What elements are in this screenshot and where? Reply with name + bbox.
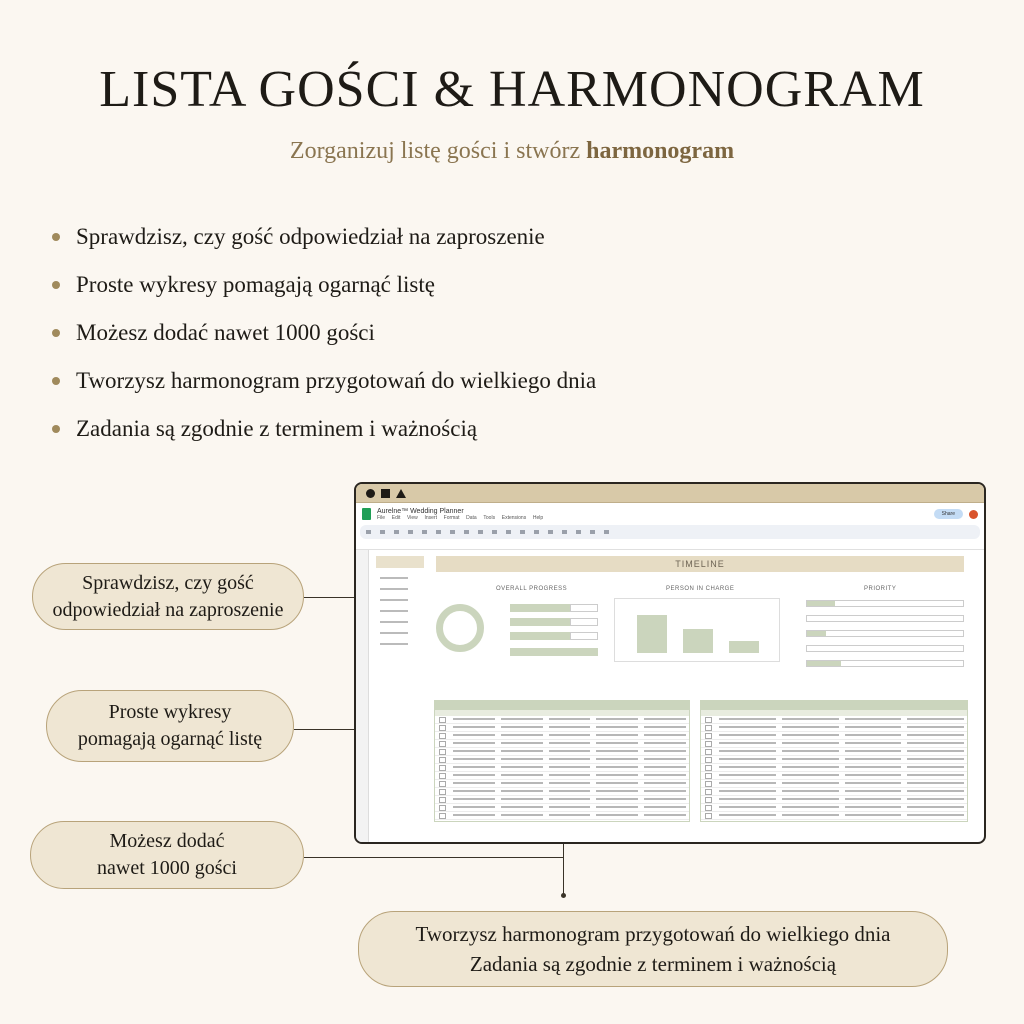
table-row	[435, 804, 689, 812]
bullet-icon	[52, 329, 60, 337]
table-row	[701, 764, 967, 772]
person-bar-chart	[614, 598, 780, 662]
callout-guests: Możesz dodać nawet 1000 gości	[30, 821, 304, 889]
table-row	[435, 716, 689, 724]
bullet-icon	[52, 233, 60, 241]
feature-item: Tworzysz harmonogram przygotowań do wielkiego dnia	[52, 366, 596, 414]
priority-row	[802, 613, 964, 623]
feature-item: Zadania są zgodnie z terminem i ważnością	[52, 414, 596, 462]
sheet-sidebar	[376, 556, 424, 842]
menu-item: File	[377, 514, 386, 521]
table-row	[435, 724, 689, 732]
menu-item: Help	[532, 514, 544, 521]
menu-item: Edit	[391, 514, 401, 521]
stat-bar	[510, 648, 598, 656]
priority-label: PRIORITY	[864, 586, 897, 592]
feature-item: Możesz dodać nawet 1000 gości	[52, 318, 596, 366]
table-row	[435, 732, 689, 740]
feature-item: Sprawdzisz, czy gość odpowiedział na zaproszenie	[52, 222, 596, 270]
chart-bar	[729, 641, 759, 653]
page-subtitle	[0, 138, 1024, 165]
bullet-icon	[52, 281, 60, 289]
triangle-icon	[396, 489, 406, 498]
table-row	[435, 812, 689, 820]
circle-icon	[366, 489, 375, 498]
task-table-right	[700, 700, 968, 822]
table-row	[701, 780, 967, 788]
table-row	[701, 756, 967, 764]
progress-donut	[436, 604, 484, 652]
sheets-logo-icon	[362, 508, 371, 520]
stat-row	[510, 604, 598, 612]
chart-bar	[637, 615, 667, 653]
connector-line	[304, 857, 564, 858]
connector-dot	[561, 893, 566, 898]
subtitle-text: Zorganizuj listę gości i stwórz	[289, 138, 581, 164]
subtitle-emphasis: harmonogram	[586, 138, 735, 164]
table-row	[435, 788, 689, 796]
window-titlebar	[356, 484, 984, 503]
table-row	[435, 772, 689, 780]
callout-rsvp: Sprawdzisz, czy gość odpowiedział na zaproszenie	[32, 563, 304, 630]
formula-bar	[356, 539, 984, 550]
table-row	[435, 796, 689, 804]
stat-row	[510, 632, 598, 640]
menu-item: Insert	[424, 514, 437, 521]
callout-timeline: Tworzysz harmonogram przygotowań do wielkiego dnia Zadania są zgodnie z terminem i ważnością	[358, 911, 948, 987]
document-title: Aurelne™ Wedding Planner	[377, 507, 464, 515]
priority-row	[802, 658, 964, 668]
share-button: Share	[934, 509, 963, 519]
table-row	[701, 804, 967, 812]
callout-charts: Proste wykresy pomagają ogarnąć listę	[46, 690, 294, 762]
priority-chart	[802, 598, 964, 673]
person-in-charge-label: PERSON IN CHARGE	[666, 586, 735, 592]
table-row	[701, 788, 967, 796]
table-row	[701, 748, 967, 756]
table-row	[701, 724, 967, 732]
table-title	[435, 701, 689, 710]
row-headers	[356, 550, 369, 842]
priority-row	[802, 643, 964, 653]
overall-progress-label: OVERALL PROGRESS	[496, 586, 568, 592]
chart-bar	[683, 629, 713, 653]
square-icon	[381, 489, 390, 498]
feature-item: Proste wykresy pomagają ogarnąć listę	[52, 270, 596, 318]
sheet-grid	[356, 550, 984, 842]
table-row	[701, 740, 967, 748]
table-row	[435, 756, 689, 764]
sheets-toolbar	[360, 525, 980, 539]
table-title	[701, 701, 967, 710]
sheets-menubar	[356, 503, 984, 525]
table-row	[701, 812, 967, 820]
sidebar-header	[376, 556, 424, 568]
page-title: LISTA GOŚCI & HARMONOGRAM	[99, 61, 925, 118]
table-row	[701, 732, 967, 740]
menu-item: Extensions	[501, 514, 527, 521]
table-row	[435, 780, 689, 788]
feature-list	[52, 222, 596, 462]
table-row	[435, 740, 689, 748]
spreadsheet-preview	[354, 482, 986, 844]
bullet-icon	[52, 377, 60, 385]
table-row	[701, 772, 967, 780]
table-row	[435, 764, 689, 772]
table-row	[435, 748, 689, 756]
menu-item: View	[407, 514, 418, 521]
task-table-left	[434, 700, 690, 822]
table-row	[701, 716, 967, 724]
table-row	[701, 796, 967, 804]
bullet-icon	[52, 425, 60, 433]
priority-row	[802, 598, 964, 608]
stat-row	[510, 618, 598, 626]
timeline-header: TIMELINE	[436, 556, 964, 572]
priority-row	[802, 628, 964, 638]
menu-item: Tools	[483, 514, 496, 521]
menu-item: Data	[466, 514, 477, 521]
avatar	[969, 510, 978, 519]
menu-item: Format	[443, 514, 460, 521]
